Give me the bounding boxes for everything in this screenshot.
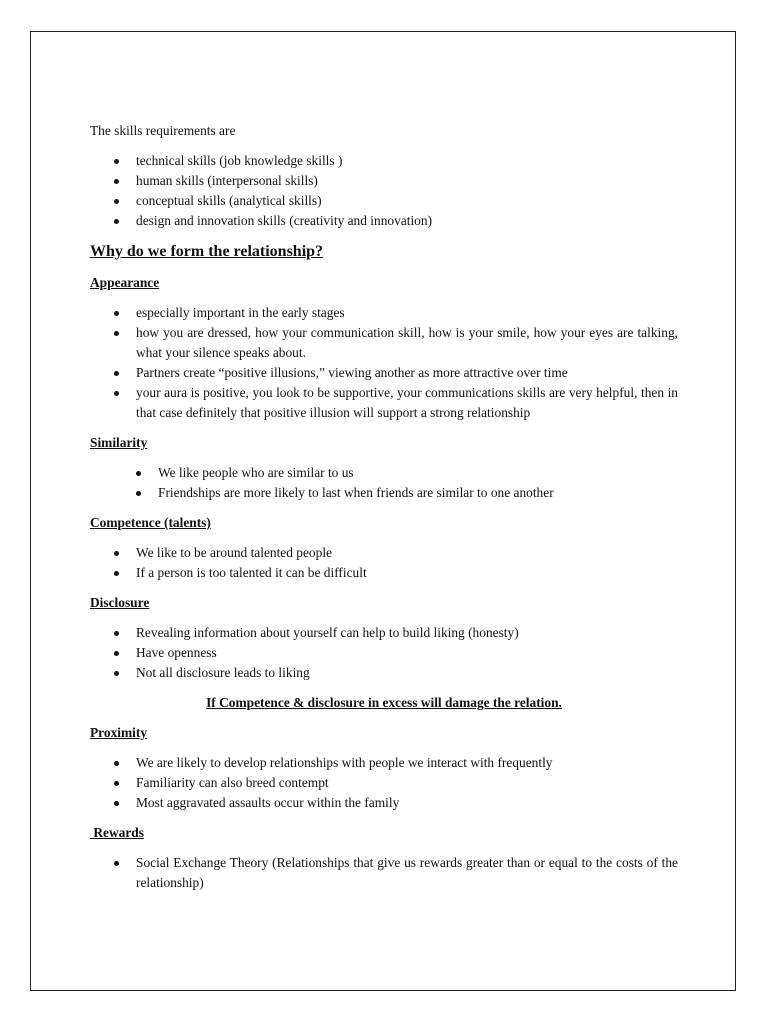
list-item: Revealing information about yourself can help to build liking (honesty) bbox=[90, 623, 678, 643]
rewards-heading-text: Rewards bbox=[93, 825, 144, 840]
proximity-list bbox=[90, 753, 678, 813]
heading-proximity: Proximity bbox=[90, 725, 148, 740]
list-item: Not all disclosure leads to liking bbox=[90, 663, 678, 683]
heading-rewards bbox=[90, 823, 678, 843]
list-item: human skills (interpersonal skills) bbox=[90, 171, 678, 191]
list-item: how you are dressed, how your communication skill, how is your smile, how your eyes are talking, what your silence speaks about. bbox=[90, 323, 678, 363]
list-item: We are likely to develop relationships with people we interact with frequently bbox=[90, 753, 678, 773]
list-item: Social Exchange Theory (Relationships that give us rewards greater than or equal to the costs of the relationship) bbox=[90, 853, 678, 893]
list-item: Friendships are more likely to last when friends are similar to one another bbox=[90, 483, 678, 503]
rewards-list bbox=[90, 853, 678, 893]
list-item: Familiarity can also breed contempt bbox=[90, 773, 678, 793]
appearance-list bbox=[90, 303, 678, 423]
heading-competence: Competence (talents) bbox=[90, 515, 211, 530]
list-item: If a person is too talented it can be difficult bbox=[90, 563, 678, 583]
similarity-list bbox=[90, 463, 678, 503]
list-item: Have openness bbox=[90, 643, 678, 663]
list-item: We like to be around talented people bbox=[90, 543, 678, 563]
centered-note: If Competence & disclosure in excess will damage the relation. bbox=[206, 695, 562, 710]
list-item: conceptual skills (analytical skills) bbox=[90, 191, 678, 211]
document-body bbox=[90, 121, 678, 893]
main-heading: Why do we form the relationship? bbox=[90, 243, 324, 260]
list-item: your aura is positive, you look to be supportive, your communications skills are very helpful, then in that case definitely that positive illusion will support a strong relationship bbox=[90, 383, 678, 423]
heading-similarity: Similarity bbox=[90, 435, 148, 450]
list-item: technical skills (job knowledge skills ) bbox=[90, 151, 678, 171]
list-item: Most aggravated assaults occur within the family bbox=[90, 793, 678, 813]
list-item: design and innovation skills (creativity and innovation) bbox=[90, 211, 678, 231]
skills-list bbox=[90, 151, 678, 231]
list-item: especially important in the early stages bbox=[90, 303, 678, 323]
list-item: Partners create “positive illusions,” viewing another as more attractive over time bbox=[90, 363, 678, 383]
intro-text: The skills requirements are bbox=[90, 123, 236, 138]
heading-disclosure: Disclosure bbox=[90, 595, 150, 610]
disclosure-list bbox=[90, 623, 678, 683]
list-item: We like people who are similar to us bbox=[90, 463, 678, 483]
heading-appearance: Appearance bbox=[90, 275, 160, 290]
competence-list bbox=[90, 543, 678, 583]
